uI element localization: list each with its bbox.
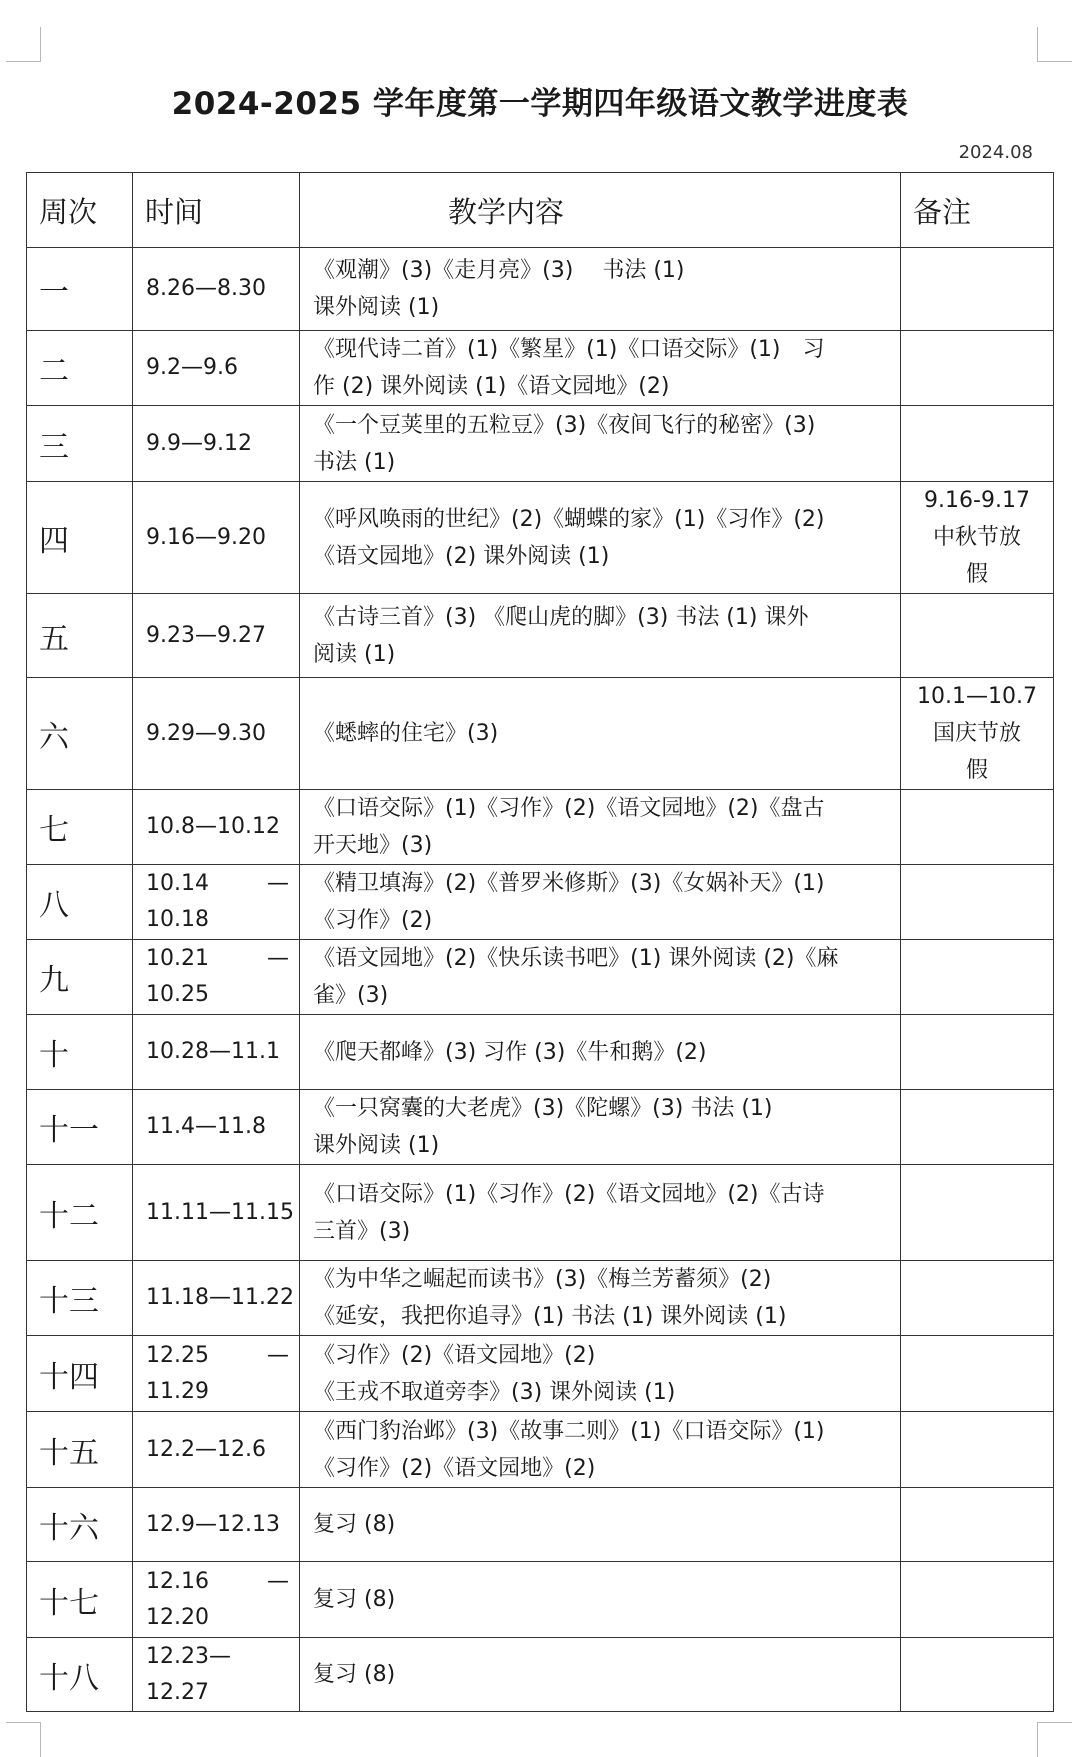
document-date: 2024.08: [958, 142, 1033, 163]
table-row: [27, 331, 1054, 406]
header-week: 周次: [27, 173, 133, 248]
note-line: 假: [965, 562, 988, 587]
note-cell: [901, 790, 1054, 865]
content-line: 复习 (8): [313, 1662, 396, 1687]
week-cell: 十七: [27, 1562, 133, 1638]
time-cell: 12.9—12.13: [133, 1488, 300, 1562]
table-row: [27, 1488, 1054, 1562]
table-row: [27, 1336, 1054, 1412]
content-cell: [300, 1015, 901, 1090]
week-cell: 十五: [27, 1412, 133, 1488]
week-cell: 七: [27, 790, 133, 865]
page-title: 2024-2025 学年度第一学期四年级语文教学进度表: [171, 86, 909, 122]
content-line: 《蟋蟀的住宅》(3): [313, 721, 499, 746]
header-content: 教学内容: [300, 173, 901, 248]
week-cell: 九: [27, 940, 133, 1015]
time-end: 12.20: [146, 1604, 209, 1630]
note-cell: [901, 865, 1054, 940]
note-cell: [901, 1488, 1054, 1562]
content-cell: [300, 594, 901, 678]
week-cell: 十八: [27, 1638, 133, 1712]
week-cell: 八: [27, 865, 133, 940]
crop-mark-top-left: [6, 27, 41, 62]
content-cell: [300, 1336, 901, 1412]
time-start: 12.25: [146, 1342, 209, 1368]
time-cell: 10.8—10.12: [133, 790, 300, 865]
table-row: [27, 790, 1054, 865]
note-line: 国庆节放: [932, 721, 1021, 746]
note-line: 中秋节放: [932, 525, 1021, 550]
note-line: 假: [965, 758, 988, 783]
note-cell: [901, 1412, 1054, 1488]
time-dash: —: [267, 1568, 289, 1594]
schedule-table: [26, 172, 1054, 1712]
table-row: [27, 940, 1054, 1015]
table-row: [27, 1412, 1054, 1488]
content-line: 《延安，我把你追寻》(1) 书法 (1) 课外阅读 (1): [313, 1304, 787, 1329]
note-line: 10.1—10.7: [917, 684, 1037, 709]
time-cell: 11.18—11.22: [133, 1261, 300, 1336]
table-row: [27, 594, 1054, 678]
note-cell: [901, 1015, 1054, 1090]
content-line: 《语文园地》(2) 课外阅读 (1): [313, 543, 610, 569]
content-cell: [300, 1488, 901, 1562]
time-dash: —: [267, 946, 289, 971]
table-row: [27, 1562, 1054, 1638]
content-line: 《西门豹治邺》(3)《故事二则》(1)《口语交际》(1): [313, 1418, 825, 1444]
week-cell: 六: [27, 678, 133, 790]
content-line: 《精卫填海》(2)《普罗米修斯》(3)《女娲补天》(1): [313, 871, 825, 896]
time-end: 12.27: [146, 1679, 209, 1705]
content-line: 《爬天都峰》(3) 习作 (3)《牛和鹅》(2): [313, 1039, 707, 1065]
content-line: 开天地》(3): [313, 833, 433, 858]
table-row: [27, 1638, 1054, 1712]
time-start: 10.14: [146, 871, 209, 896]
content-line: 《口语交际》(1)《习作》(2)《语文园地》(2)《盘古: [313, 796, 825, 821]
content-cell: [300, 678, 901, 790]
content-line: 《一个豆荚里的五粒豆》(3)《夜间飞行的秘密》(3): [313, 412, 816, 438]
note-cell: [901, 1638, 1054, 1712]
note-cell: [901, 406, 1054, 482]
content-line: 作 (2) 课外阅读 (1)《语文园地》(2): [313, 374, 670, 399]
table-row: [27, 678, 1054, 790]
content-line: 《观潮》(3)《走月亮》(3) 书法 (1): [313, 258, 685, 283]
note-cell: [901, 331, 1054, 406]
time-cell: [133, 865, 300, 940]
table-row: [27, 248, 1054, 331]
crop-mark-top-right: [1037, 27, 1072, 62]
note-cell: [901, 1090, 1054, 1165]
week-cell: 三: [27, 406, 133, 482]
content-line: 《一只窝囊的大老虎》(3)《陀螺》(3) 书法 (1): [313, 1096, 773, 1121]
time-cell: [133, 940, 300, 1015]
content-cell: [300, 331, 901, 406]
table-row: [27, 482, 1054, 594]
content-line: 《现代诗二首》(1)《繁星》(1)《口语交际》(1) 习: [313, 337, 825, 362]
content-cell: [300, 790, 901, 865]
time-cell: 12.2—12.6: [133, 1412, 300, 1488]
note-cell: [901, 678, 1054, 790]
week-cell: 四: [27, 482, 133, 594]
content-line: 《古诗三首》(3) 《爬山虎的脚》(3) 书法 (1) 课外: [313, 604, 809, 630]
note-cell: [901, 248, 1054, 331]
content-line: 《口语交际》(1)《习作》(2)《语文园地》(2)《古诗: [313, 1181, 825, 1207]
note-cell: [901, 1336, 1054, 1412]
content-cell: [300, 940, 901, 1015]
week-cell: 十: [27, 1015, 133, 1090]
time-dash: —: [267, 1342, 289, 1368]
content-line: 三首》(3): [313, 1218, 411, 1244]
time-cell: [133, 1638, 300, 1712]
time-end: 10.25: [146, 982, 209, 1007]
content-line: 《为中华之崛起而读书》(3)《梅兰芳蓄须》(2): [313, 1267, 772, 1292]
note-cell: [901, 594, 1054, 678]
content-cell: [300, 1562, 901, 1638]
header-note: 备注: [901, 173, 1054, 248]
table-row: [27, 865, 1054, 940]
time-cell: 11.11—11.15: [133, 1165, 300, 1261]
time-cell: 11.4—11.8: [133, 1090, 300, 1165]
content-line: 雀》(3): [313, 983, 389, 1008]
content-line: 《习作》(2): [313, 908, 433, 933]
time-dash: —: [267, 871, 289, 896]
content-line: 课外阅读 (1): [313, 295, 440, 320]
week-cell: 十一: [27, 1090, 133, 1165]
note-cell: [901, 482, 1054, 594]
time-cell: 10.28—11.1: [133, 1015, 300, 1090]
time-end: 10.18: [146, 907, 209, 932]
time-cell: 8.26—8.30: [133, 248, 300, 331]
table-row: [27, 1261, 1054, 1336]
note-cell: [901, 1261, 1054, 1336]
content-line: 《呼风唤雨的世纪》(2)《蝴蝶的家》(1)《习作》(2): [313, 506, 825, 532]
time-end: 11.29: [146, 1378, 209, 1404]
note-cell: [901, 940, 1054, 1015]
content-cell: [300, 482, 901, 594]
week-cell: 二: [27, 331, 133, 406]
content-cell: [300, 1165, 901, 1261]
table-row: [27, 1165, 1054, 1261]
content-line: 《语文园地》(2)《快乐读书吧》(1) 课外阅读 (2)《麻: [313, 946, 839, 971]
content-cell: [300, 1090, 901, 1165]
content-cell: [300, 406, 901, 482]
time-start: 12.23—: [146, 1643, 231, 1669]
content-line: 课外阅读 (1): [313, 1133, 440, 1158]
content-line: 《习作》(2)《语文园地》(2): [313, 1455, 596, 1481]
crop-mark-bottom-left: [6, 1722, 41, 1757]
content-line: 复习 (8): [313, 1512, 396, 1537]
time-cell: 9.2—9.6: [133, 331, 300, 406]
note-cell: [901, 1165, 1054, 1261]
table-body: [27, 248, 1054, 1712]
content-cell: [300, 248, 901, 331]
time-cell: [133, 1562, 300, 1638]
time-cell: 9.9—9.12: [133, 406, 300, 482]
week-cell: 十四: [27, 1336, 133, 1412]
content-cell: [300, 1412, 901, 1488]
content-line: 《习作》(2)《语文园地》(2): [313, 1342, 596, 1368]
content-cell: [300, 865, 901, 940]
time-start: 10.21: [146, 946, 209, 971]
time-cell: [133, 1336, 300, 1412]
content-cell: [300, 1261, 901, 1336]
week-cell: 五: [27, 594, 133, 678]
content-cell: [300, 1638, 901, 1712]
content-line: 《王戎不取道旁李》(3) 课外阅读 (1): [313, 1379, 676, 1405]
week-cell: 一: [27, 248, 133, 331]
time-cell: 9.16—9.20: [133, 482, 300, 594]
note-line: 9.16-9.17: [924, 488, 1030, 513]
week-cell: 十六: [27, 1488, 133, 1562]
table-row: [27, 406, 1054, 482]
content-line: 复习 (8): [313, 1587, 396, 1612]
week-cell: 十三: [27, 1261, 133, 1336]
table-row: [27, 1090, 1054, 1165]
content-line: 阅读 (1): [313, 641, 396, 667]
header-time: 时间: [133, 173, 300, 248]
table-row: [27, 1015, 1054, 1090]
crop-mark-bottom-right: [1037, 1722, 1072, 1757]
table-header-row: [27, 173, 1054, 248]
time-cell: 9.23—9.27: [133, 594, 300, 678]
note-cell: [901, 1562, 1054, 1638]
time-start: 12.16: [146, 1568, 209, 1594]
time-cell: 9.29—9.30: [133, 678, 300, 790]
content-line: 书法 (1): [313, 449, 396, 475]
week-cell: 十二: [27, 1165, 133, 1261]
